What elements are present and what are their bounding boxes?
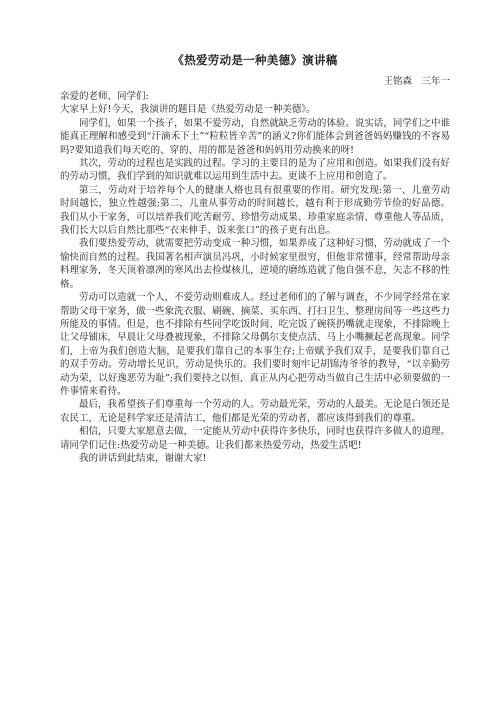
document-page [60,52,450,465]
paragraph-habit: 我们要热爱劳动，就需要把劳动变成一种习惯，如果养成了这种好习惯，劳动就成了一个愉快而自然的过程。我国著名相声演员冯巩，小时候家里很穷，但他非常懂事，经常帮助母亲料理家务，冬天顶着凛冽的寒风出去捡煤核儿，逆境的磨练造就了他自强不息，矢志不移的性格。 [60,238,450,290]
paragraph-first-point: 同学们，如果一个孩子，如果不爱劳动，自然就缺乏劳动的体验。说实话，同学们之中谁能真正理解和感受到“汗滴禾下土”“粒粒皆辛苦”的涵义?你们能体会到爸爸妈妈赚钱的不容易吗?要知道我们每天吃的、穿的、用的都是爸爸和妈妈用劳动换来的呀! [60,117,450,156]
paragraph-third-point: 第三，劳动对于培养每个人的健康人格也具有很重要的作用。研究发现:第一、儿童劳动时间越长，独立性越强;第二，儿童从事劳动的时间越长，越有利于形成勤劳节俭的好品德。我们从小干家务，可以培养我们吃苦耐劳、珍惜劳动成果、珍重家庭亲情、尊重他人等品质，我们长大以后自然比那些“衣来伸手、饭来张口”的孩子更有出息。 [60,184,450,237]
paragraph-closing: 我的讲话到此结束，谢谢大家! [79,452,207,464]
paragraph-respect-workers: 最后，我希望孩子们尊重每一个劳动的人。劳动最光荣，劳动的人最美。无论是白领还是农民工，无论是科学家还是清洁工，他们都是光荣的劳动者，都应该得到我们的尊重。 [60,399,450,424]
author-byline: 王铭森 三年一 [383,76,450,87]
paragraph-second-point: 其次，劳动的过程也是实践的过程。学习的主要目的是为了应用和创造。如果我们没有好的劳动习惯，我们学到的知识就难以运用到生活中去。更谈不上应用和创造了。 [60,158,450,183]
paragraph-conclusion: 相信，只要大家愿意去做，一定能从劳动中获得许多快乐，同时也获得许多做人的道理。请同学们记住:热爱劳动是一种美德。让我们都来热爱劳动，热爱生活吧! [60,426,450,451]
paragraph-labor-builds-character: 劳动可以造就一个人，不爱劳动则难成人。经过老师们的了解与调查，不少同学经常在家帮助父母干家务，做一些象洗衣服、刷碗、摘菜、买东西、打扫卫生、整理房间等一些这些力所能及的事情。但是，也不排除有些同学吃饭时间、吃完饭了碗筷扔嘴就走现象，不排除晚上让父母铺床，早晨让父母叠被现象，不排除父母偶尔支使点活、马上小嘴撅起老高现象。同学们，上帝为我们创造大脑，是要我们靠自己的本事生存;上帝赋予我们双手，是要我们靠自己的双手劳动。劳动增长见识，劳动是快乐的。我们要时刻牢记胡锦涛爷爷的教导，“以辛勤劳动为荣，以好逸恶劳为耻”;我们要持之以恒，真正从内心把劳动当做自己生活中必须要做的一件事情来看待。 [60,292,450,397]
document-title: 《热爱劳动是一种美德》演讲稿 [172,53,338,67]
paragraph-greeting: 大家早上好!今天，我演讲的题目是《热爱劳动是一种美德》。 [60,104,316,116]
salutation: 亲爱的老师、同学们: [60,91,149,102]
